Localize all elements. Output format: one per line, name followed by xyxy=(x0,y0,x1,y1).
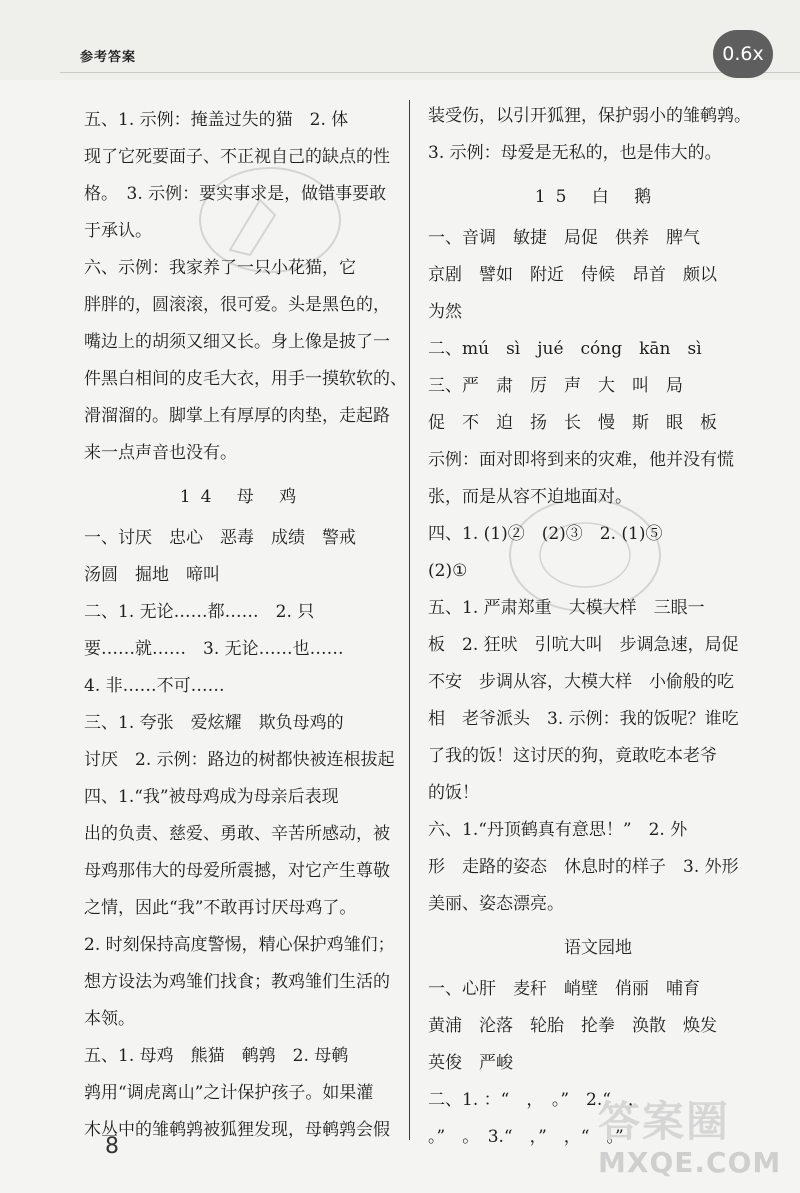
answer-line: (2)① xyxy=(428,561,468,581)
answer-line: 了我的饭！这讨厌的狗，竟敢吃本老爷 xyxy=(428,746,717,766)
answer-line: 一、心肝 麦秆 峭壁 俏丽 哺育 xyxy=(428,979,700,999)
answer-line: 相 老爷派头 3. 示例：我的饭呢？谁吃 xyxy=(428,709,739,729)
site-watermark xyxy=(598,1098,798,1193)
section-title: 语文园地 xyxy=(564,938,632,958)
answer-line: 五、1. 严肃郑重 大模大样 三眼一 xyxy=(428,598,705,618)
answer-line: 木丛中的雏鹌鹑被狐狸发现，母鹌鹑会假 xyxy=(84,1120,390,1140)
answer-line: 形 走路的姿态 休息时的样子 3. 外形 xyxy=(428,857,739,877)
answer-line: 出的负责、慈爱、勇敢、辛苦所感动，被 xyxy=(84,824,390,844)
answer-line: 的饭！ xyxy=(428,783,479,803)
answer-line: 五、1. 示例：掩盖过失的猫 2. 体 xyxy=(84,110,349,130)
answer-line: 于承认。 xyxy=(84,221,152,241)
answer-line: 张，而是从容不迫地面对。 xyxy=(428,487,632,507)
watermark-logo-text: 答案圈 xyxy=(598,1097,731,1146)
answer-line: 想方设法为鸡雏们找食；教鸡雏们生活的 xyxy=(84,972,390,992)
column-divider xyxy=(409,100,410,1140)
answer-line: 黄浦 沦落 轮胎 抡拳 涣散 焕发 xyxy=(428,1016,717,1036)
lesson-title: 14 母 鸡 xyxy=(179,487,307,507)
answer-line: 示例：面对即将到来的灾难，他并没有慌 xyxy=(428,450,734,470)
answer-line: 英俊 严峻 xyxy=(428,1053,513,1073)
answer-line: 之情，因此“我”不敢再讨厌母鸡了。 xyxy=(84,898,357,918)
answer-line: 讨厌 2. 示例：路边的树都快被连根拔起 xyxy=(84,750,395,770)
answer-line: 一、讨厌 忠心 恶毒 成绩 警戒 xyxy=(84,528,356,548)
answer-line: 四、1. (1)② (2)③ 2. (1)⑤ xyxy=(428,524,663,544)
answer-line: 六、1.“丹顶鹤真有意思！” 2. 外 xyxy=(428,820,688,840)
scan-top-band xyxy=(0,0,800,80)
watermark-url-text: MXQE.COM xyxy=(598,1146,782,1179)
answer-line: 六、示例：我家养了一只小花猫，它 xyxy=(84,258,356,278)
answer-line: 四、1.“我”被母鸡成为母亲后表现 xyxy=(84,787,339,807)
right-column xyxy=(428,98,768,1156)
answer-line: 嘴边上的胡须又细又长。身上像是披了一 xyxy=(84,332,390,352)
answer-line: 件黑白相间的皮毛大衣，用手一摸软软的、 xyxy=(84,369,407,389)
answer-line: 来一点声音也没有。 xyxy=(84,443,237,463)
answer-line: 胖胖的，圆滚滚，很可爱。头是黑色的， xyxy=(84,295,390,315)
answer-line: 要……就…… 3. 无论……也…… xyxy=(84,639,344,659)
answer-line: 三、严 肃 厉 声 大 叫 局 xyxy=(428,376,683,396)
answer-line: 三、1. 夸张 爱炫耀 欺负母鸡的 xyxy=(84,713,344,733)
answer-line: 2. 时刻保持高度警惕，精心保护鸡雏们； xyxy=(84,935,395,955)
answer-line: 二、1. 无论……都…… 2. 只 xyxy=(84,602,315,622)
left-column xyxy=(84,102,407,1149)
answer-line: 。” 。 3.“ ，” ，“ 。” xyxy=(428,1127,624,1147)
answer-line: 格。 3. 示例：要实事求是，做错事要敢 xyxy=(84,184,387,204)
answer-line: 不安 步调从容，大模大样 小偷般的吃 xyxy=(428,672,734,692)
answer-line: 二、mú sì jué cóng kān sì xyxy=(428,339,702,359)
answer-line: 一、音调 敏捷 局促 供养 脾气 xyxy=(428,228,700,248)
lesson-title: 15 白 鹅 xyxy=(534,187,662,207)
answer-line: 二、1. ：“ ， 。” 2.“ ， xyxy=(428,1090,645,1110)
answer-line: 京剧 譬如 附近 侍候 昂首 颇以 xyxy=(428,265,717,285)
zoom-indicator-button[interactable]: 0.6x xyxy=(713,30,773,78)
answer-line: 装受伤，以引开狐狸，保护弱小的雏鹌鹑。 xyxy=(428,106,751,126)
answer-line: 3. 示例：母爱是无私的，也是伟大的。 xyxy=(428,143,722,163)
answer-line: 板 2. 狂吠 引吭大叫 步调急速，局促 xyxy=(428,635,739,655)
header-rule xyxy=(60,72,800,73)
answer-line: 4. 非……不可…… xyxy=(84,676,225,696)
answer-line: 母鸡那伟大的母爱所震撼，对它产生尊敬 xyxy=(84,861,390,881)
answer-line: 五、1. 母鸡 熊猫 鹌鹑 2. 母鹌 xyxy=(84,1046,349,1066)
answer-line: 汤圆 掘地 啼叫 xyxy=(84,565,220,585)
answer-line: 美丽、姿态漂亮。 xyxy=(428,894,564,914)
answer-line: 鹑用“调虎离山”之计保护孩子。如果灌 xyxy=(84,1083,374,1103)
answer-line: 促 不 迫 扬 长 慢 斯 眼 板 xyxy=(428,413,717,433)
page-header: 参考答案 xyxy=(80,50,137,65)
page-number: 8 xyxy=(105,1134,119,1159)
answer-line: 本领。 xyxy=(84,1009,135,1029)
answer-line: 为然 xyxy=(428,302,462,322)
answer-line: 滑溜溜的。脚掌上有厚厚的肉垫，走起路 xyxy=(84,406,390,426)
answer-line: 现了它死要面子、不正视自己的缺点的性 xyxy=(84,147,390,167)
